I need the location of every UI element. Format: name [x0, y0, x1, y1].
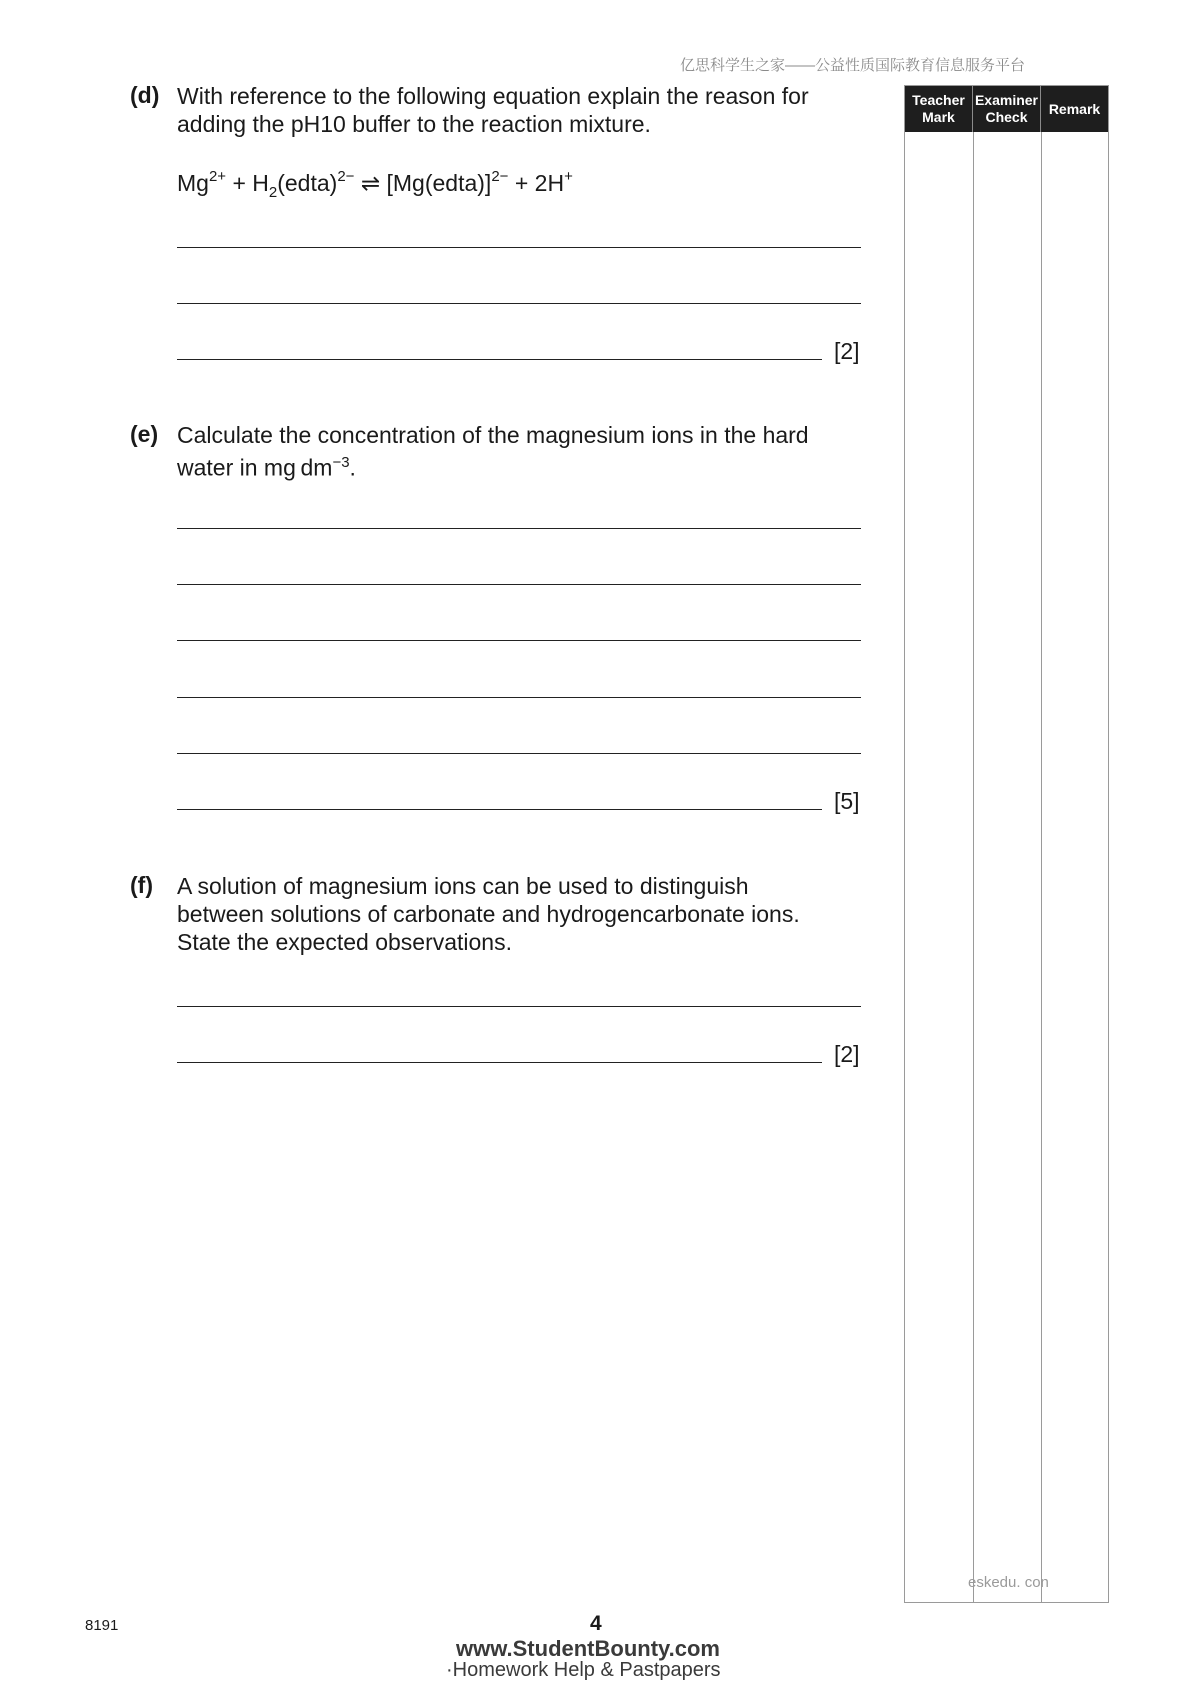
question-f-line-2: between solutions of carbonate and hydrogencarbonate ions. — [177, 901, 800, 927]
eq-edta-charge: 2− — [337, 168, 355, 185]
question-e-line-2: water in mg $dm^{-3}$. — [177, 454, 356, 481]
answer-line-e-2[interactable] — [177, 584, 861, 585]
equilibrium-arrow-icon: ⇌ — [354, 170, 387, 196]
answer-line-f-1[interactable] — [177, 1006, 861, 1007]
question-d-line-1: With reference to the following equation explain the reason for — [177, 83, 809, 109]
answer-line-e-1[interactable] — [177, 528, 861, 529]
question-d-label: (d) — [130, 82, 160, 108]
eq-edta: (edta) — [277, 170, 338, 196]
question-e-text — [177, 421, 857, 482]
header-note: 亿思科学生之家——公益性质国际教育信息服务平台 — [680, 57, 1026, 74]
marks-d: [2] — [834, 338, 860, 364]
marking-column-divider — [1041, 86, 1042, 1602]
question-f-line-1: A solution of magnesium ions can be used to distinguish — [177, 873, 749, 899]
eq-complex: [Mg(edta)] — [386, 170, 492, 196]
header-remark: Remark — [1048, 100, 1101, 117]
eq-plus-2h: + 2H — [508, 170, 565, 196]
equation — [177, 168, 573, 201]
studentbounty-url[interactable]: www.StudentBounty.com — [456, 1636, 720, 1661]
marks-f: [2] — [834, 1041, 860, 1067]
marking-column-divider — [973, 86, 974, 1602]
answer-line-d-2[interactable] — [177, 303, 861, 304]
eq-h-subscript: 2 — [268, 184, 278, 201]
marking-table — [904, 85, 1109, 1603]
marking-table-header — [905, 86, 1108, 132]
watermark-small: eskedu. con — [968, 1574, 1049, 1591]
answer-line-e-6[interactable] — [177, 809, 822, 810]
answer-line-d-1[interactable] — [177, 247, 861, 248]
question-d-line-2: adding the pH10 buffer to the reaction mixture. — [177, 111, 651, 137]
eq-plus-h: + H — [226, 170, 269, 196]
question-f-text — [177, 872, 857, 956]
page-number: 4 — [590, 1612, 602, 1635]
question-f-line-3: State the expected observations. — [177, 929, 512, 955]
header-teacher-mark: Teacher Mark — [905, 86, 973, 132]
marks-e: [5] — [834, 788, 860, 814]
eq-mg: Mg — [177, 170, 209, 196]
answer-line-e-5[interactable] — [177, 753, 861, 754]
answer-line-f-2[interactable] — [177, 1062, 822, 1063]
answer-line-d-3[interactable] — [177, 359, 822, 360]
question-d-text — [177, 82, 857, 138]
eq-mg-charge: 2+ — [208, 168, 227, 185]
question-e-label: (e) — [130, 421, 159, 447]
footer-code: 8191 — [85, 1617, 119, 1634]
question-f-label: (f) — [130, 872, 153, 898]
header-examiner-check: Examiner Check — [973, 86, 1041, 132]
answer-line-e-4[interactable] — [177, 697, 861, 698]
question-e-line-1: Calculate the concentration of the magnesium ions in the hard — [177, 422, 809, 448]
eq-h-charge: + — [564, 168, 573, 185]
eq-complex-charge: 2− — [491, 168, 509, 185]
answer-line-e-3[interactable] — [177, 640, 861, 641]
studentbounty-tagline: ·Homework Help & Pastpapers — [446, 1659, 721, 1681]
